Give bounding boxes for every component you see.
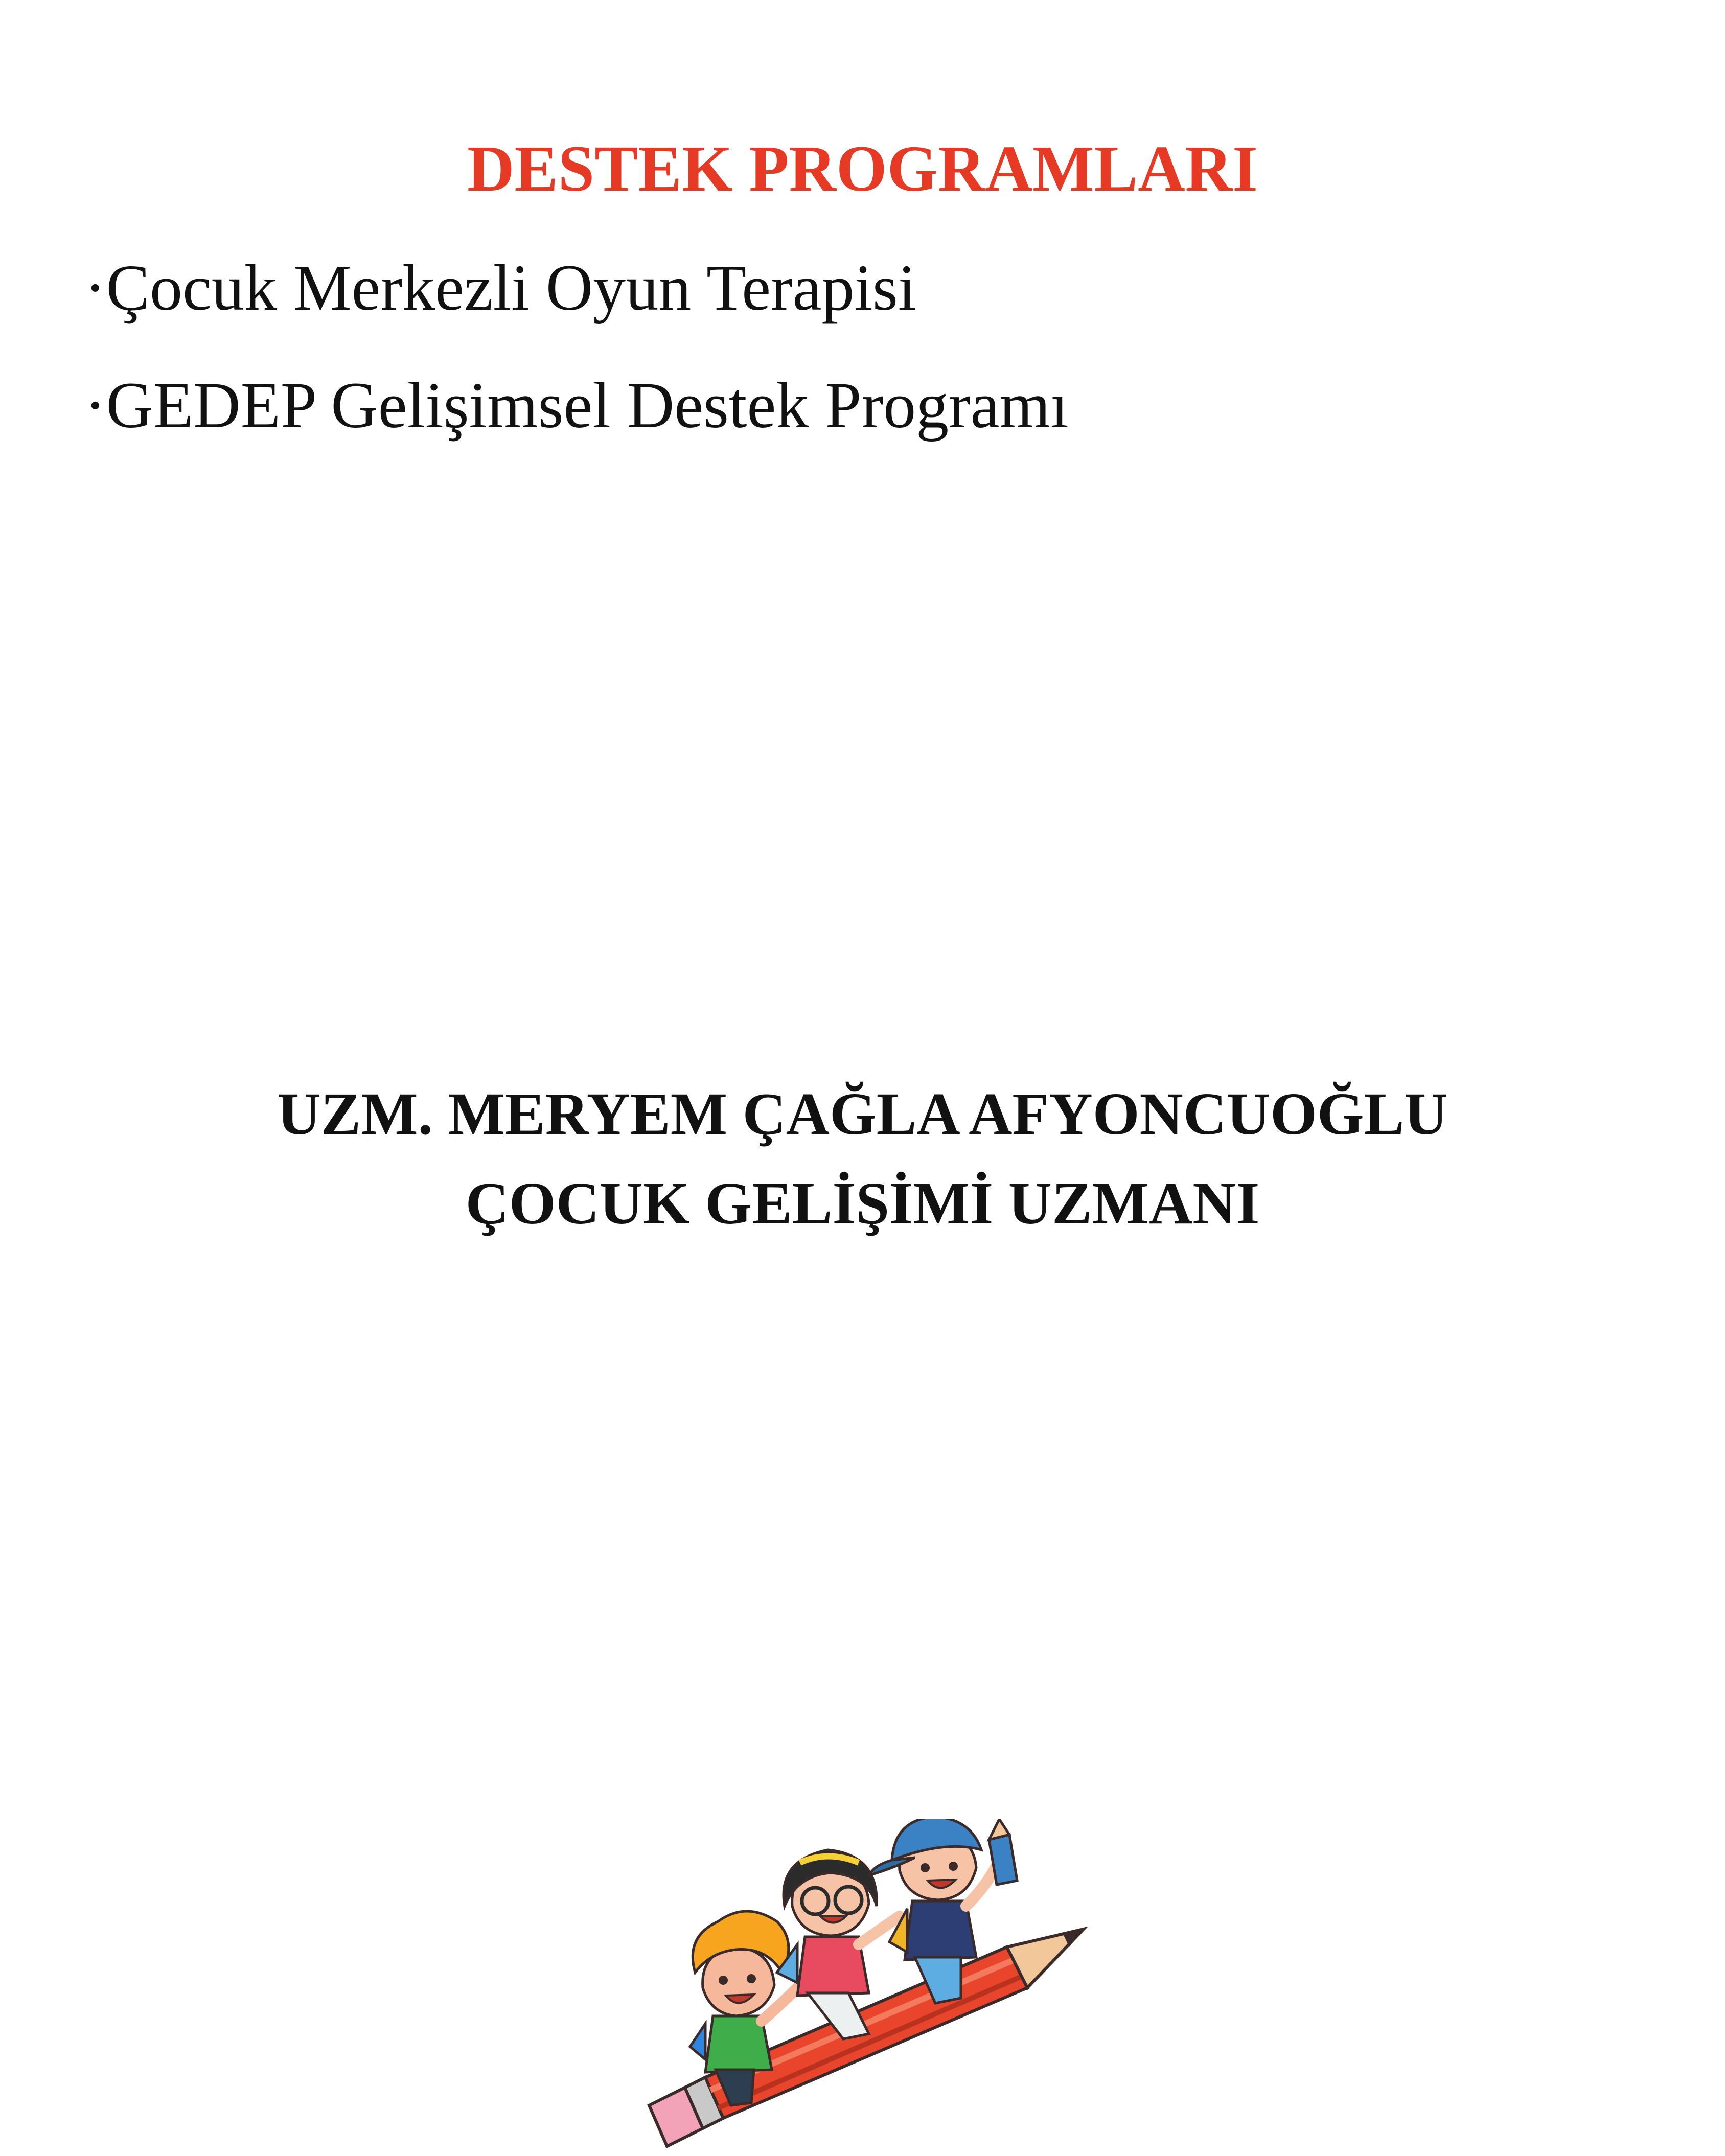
specialist-title: ÇOCUK GELİŞİMİ UZMANI xyxy=(465,1170,1260,1237)
program-item-gedep: ·GEDEP Gelişimsel Destek Programı xyxy=(84,369,1069,442)
kids-on-pencil-icon xyxy=(629,1819,1109,2156)
page-title: DESTEK PROGRAMLARI xyxy=(467,132,1258,205)
program-item-oyun-terapisi: ·Çocuk Merkezli Oyun Terapisi xyxy=(84,251,916,324)
specialist-name: UZM. MERYEM ÇAĞLA AFYONCUOĞLU xyxy=(277,1080,1448,1147)
